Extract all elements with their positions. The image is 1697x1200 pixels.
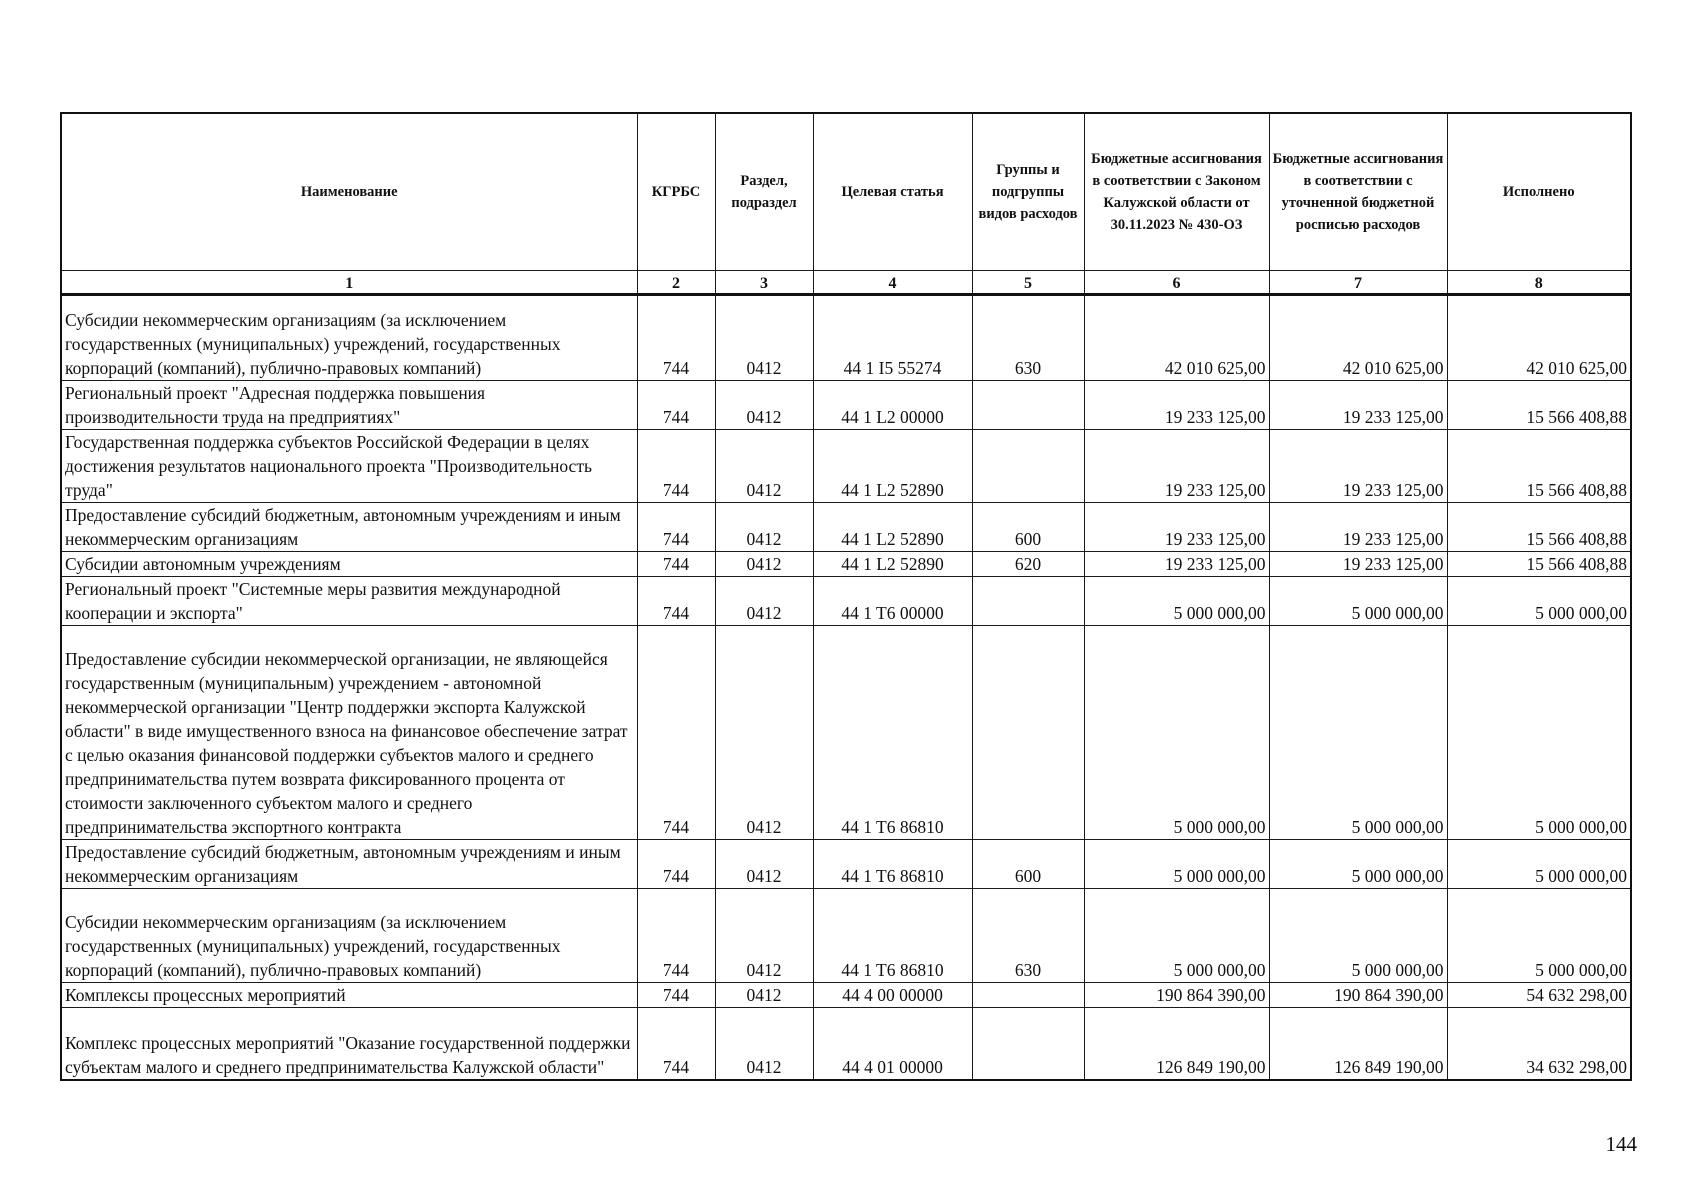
row-utoch-amount: 5 000 000,00 <box>1269 626 1447 840</box>
table-row <box>61 503 1631 552</box>
row-celevaya: 44 1 T6 86810 <box>813 840 972 889</box>
row-ispolneno-amount: 15 566 408,88 <box>1447 503 1631 552</box>
row-vid <box>972 626 1084 840</box>
row-name: Предоставление субсидий бюджетным, автономным учреждениям и иным некоммерческим организациям <box>61 840 637 889</box>
row-vid: 600 <box>972 840 1084 889</box>
row-celevaya: 44 1 T6 00000 <box>813 577 972 626</box>
row-kgrbs: 744 <box>637 1008 715 1080</box>
row-celevaya: 44 1 L2 52890 <box>813 430 972 503</box>
header-law: Бюджетные ассигнования в соответствии с Законом Калужской области от 30.11.2023 № 430-ОЗ <box>1084 113 1269 271</box>
row-utoch-amount: 19 233 125,00 <box>1269 381 1447 430</box>
row-law-amount: 5 000 000,00 <box>1084 889 1269 983</box>
row-ispolneno-amount: 34 632 298,00 <box>1447 1008 1631 1080</box>
row-law-amount: 126 849 190,00 <box>1084 1008 1269 1080</box>
row-law-amount: 5 000 000,00 <box>1084 840 1269 889</box>
row-utoch-amount: 190 864 390,00 <box>1269 983 1447 1008</box>
row-vid: 630 <box>972 889 1084 983</box>
row-razdel: 0412 <box>715 577 813 626</box>
row-ispolneno-amount: 5 000 000,00 <box>1447 889 1631 983</box>
table-row <box>61 983 1631 1008</box>
row-kgrbs: 744 <box>637 577 715 626</box>
row-celevaya: 44 4 00 00000 <box>813 983 972 1008</box>
row-vid <box>972 1008 1084 1080</box>
row-utoch-amount: 19 233 125,00 <box>1269 503 1447 552</box>
row-celevaya: 44 1 T6 86810 <box>813 626 972 840</box>
row-name: Предоставление субсидии некоммерческой организации, не являющейся государственным (муниципальным) учреждением - автономной некоммерческой организации "Центр поддержки экспорта Калужской области" в виде имущественного взноса на финансовое обеспечение затрат с целью оказания финансовой поддержки субъектов малого и среднего предпринимательства путем возврата фиксированного процента от стоимости заключенного субъектом малого и среднего предпринимательства экспортного контракта <box>61 626 637 840</box>
row-celevaya: 44 4 01 00000 <box>813 1008 972 1080</box>
row-ispolneno-amount: 15 566 408,88 <box>1447 430 1631 503</box>
row-celevaya: 44 1 L2 52890 <box>813 552 972 577</box>
table-row <box>61 626 1631 840</box>
header-celevaya: Целевая статья <box>813 113 972 271</box>
column-number: 8 <box>1447 271 1631 295</box>
column-number-row <box>61 271 1631 295</box>
column-number: 3 <box>715 271 813 295</box>
row-razdel: 0412 <box>715 983 813 1008</box>
row-ispolneno-amount: 5 000 000,00 <box>1447 626 1631 840</box>
row-vid <box>972 577 1084 626</box>
row-law-amount: 5 000 000,00 <box>1084 626 1269 840</box>
row-razdel: 0412 <box>715 889 813 983</box>
header-ispolneno: Исполнено <box>1447 113 1631 271</box>
row-kgrbs: 744 <box>637 626 715 840</box>
row-celevaya: 44 1 T6 86810 <box>813 889 972 983</box>
row-ispolneno-amount: 54 632 298,00 <box>1447 983 1631 1008</box>
row-vid <box>972 983 1084 1008</box>
row-law-amount: 42 010 625,00 <box>1084 295 1269 381</box>
row-razdel: 0412 <box>715 552 813 577</box>
row-law-amount: 19 233 125,00 <box>1084 430 1269 503</box>
row-vid: 600 <box>972 503 1084 552</box>
row-kgrbs: 744 <box>637 503 715 552</box>
row-vid: 620 <box>972 552 1084 577</box>
row-razdel: 0412 <box>715 381 813 430</box>
table-row <box>61 381 1631 430</box>
table-row <box>61 295 1631 381</box>
header-name: Наименование <box>61 113 637 271</box>
row-utoch-amount: 19 233 125,00 <box>1269 552 1447 577</box>
row-name: Комплексы процессных мероприятий <box>61 983 637 1008</box>
row-name: Региональный проект "Адресная поддержка повышения производительности труда на предприятиях" <box>61 381 637 430</box>
column-number: 6 <box>1084 271 1269 295</box>
row-kgrbs: 744 <box>637 983 715 1008</box>
row-razdel: 0412 <box>715 295 813 381</box>
table-row <box>61 430 1631 503</box>
row-celevaya: 44 1 L2 52890 <box>813 503 972 552</box>
table-row <box>61 1008 1631 1080</box>
row-name: Субсидии некоммерческим организациям (за исключением государственных (муниципальных) учреждений, государственных корпораций (компаний), публично-правовых компаний) <box>61 295 637 381</box>
row-name: Субсидии автономным учреждениям <box>61 552 637 577</box>
column-number: 7 <box>1269 271 1447 295</box>
row-utoch-amount: 5 000 000,00 <box>1269 889 1447 983</box>
budget-table <box>60 112 1632 1081</box>
table-header-row <box>61 113 1631 271</box>
row-kgrbs: 744 <box>637 430 715 503</box>
row-vid: 630 <box>972 295 1084 381</box>
row-name: Предоставление субсидий бюджетным, автономным учреждениям и иным некоммерческим организациям <box>61 503 637 552</box>
table-row <box>61 577 1631 626</box>
row-law-amount: 5 000 000,00 <box>1084 577 1269 626</box>
row-kgrbs: 744 <box>637 295 715 381</box>
page-number: 144 <box>1605 1132 1637 1156</box>
row-kgrbs: 744 <box>637 889 715 983</box>
table-row <box>61 840 1631 889</box>
row-vid <box>972 430 1084 503</box>
header-utoch: Бюджетные ассигнования в соответствии с уточненной бюджетной росписью расходов <box>1269 113 1447 271</box>
header-vid: Группы и подгруппы видов расходов <box>972 113 1084 271</box>
header-razdel: Раздел, подраздел <box>715 113 813 271</box>
row-utoch-amount: 126 849 190,00 <box>1269 1008 1447 1080</box>
row-utoch-amount: 19 233 125,00 <box>1269 430 1447 503</box>
column-number: 5 <box>972 271 1084 295</box>
row-law-amount: 19 233 125,00 <box>1084 503 1269 552</box>
header-kgrbs: КГРБС <box>637 113 715 271</box>
table-row <box>61 552 1631 577</box>
row-utoch-amount: 5 000 000,00 <box>1269 840 1447 889</box>
row-utoch-amount: 5 000 000,00 <box>1269 577 1447 626</box>
row-utoch-amount: 42 010 625,00 <box>1269 295 1447 381</box>
row-razdel: 0412 <box>715 503 813 552</box>
row-vid <box>972 381 1084 430</box>
row-name: Субсидии некоммерческим организациям (за исключением государственных (муниципальных) учреждений, государственных корпораций (компаний), публично-правовых компаний) <box>61 889 637 983</box>
row-razdel: 0412 <box>715 626 813 840</box>
column-number: 4 <box>813 271 972 295</box>
row-ispolneno-amount: 5 000 000,00 <box>1447 577 1631 626</box>
row-law-amount: 19 233 125,00 <box>1084 552 1269 577</box>
column-number: 1 <box>61 271 637 295</box>
row-name: Государственная поддержка субъектов Российской Федерации в целях достижения результатов национального проекта "Производительность труда" <box>61 430 637 503</box>
row-celevaya: 44 1 L2 00000 <box>813 381 972 430</box>
column-number: 2 <box>637 271 715 295</box>
row-kgrbs: 744 <box>637 840 715 889</box>
row-razdel: 0412 <box>715 840 813 889</box>
row-ispolneno-amount: 15 566 408,88 <box>1447 381 1631 430</box>
row-name: Комплекс процессных мероприятий "Оказание государственной поддержки субъектам малого и среднего предпринимательства Калужской области" <box>61 1008 637 1080</box>
row-kgrbs: 744 <box>637 552 715 577</box>
row-celevaya: 44 1 I5 55274 <box>813 295 972 381</box>
row-ispolneno-amount: 42 010 625,00 <box>1447 295 1631 381</box>
row-name: Региональный проект "Системные меры развития международной кооперации и экспорта" <box>61 577 637 626</box>
table-row <box>61 889 1631 983</box>
row-kgrbs: 744 <box>637 381 715 430</box>
row-razdel: 0412 <box>715 430 813 503</box>
row-razdel: 0412 <box>715 1008 813 1080</box>
row-ispolneno-amount: 5 000 000,00 <box>1447 840 1631 889</box>
row-ispolneno-amount: 15 566 408,88 <box>1447 552 1631 577</box>
row-law-amount: 19 233 125,00 <box>1084 381 1269 430</box>
row-law-amount: 190 864 390,00 <box>1084 983 1269 1008</box>
